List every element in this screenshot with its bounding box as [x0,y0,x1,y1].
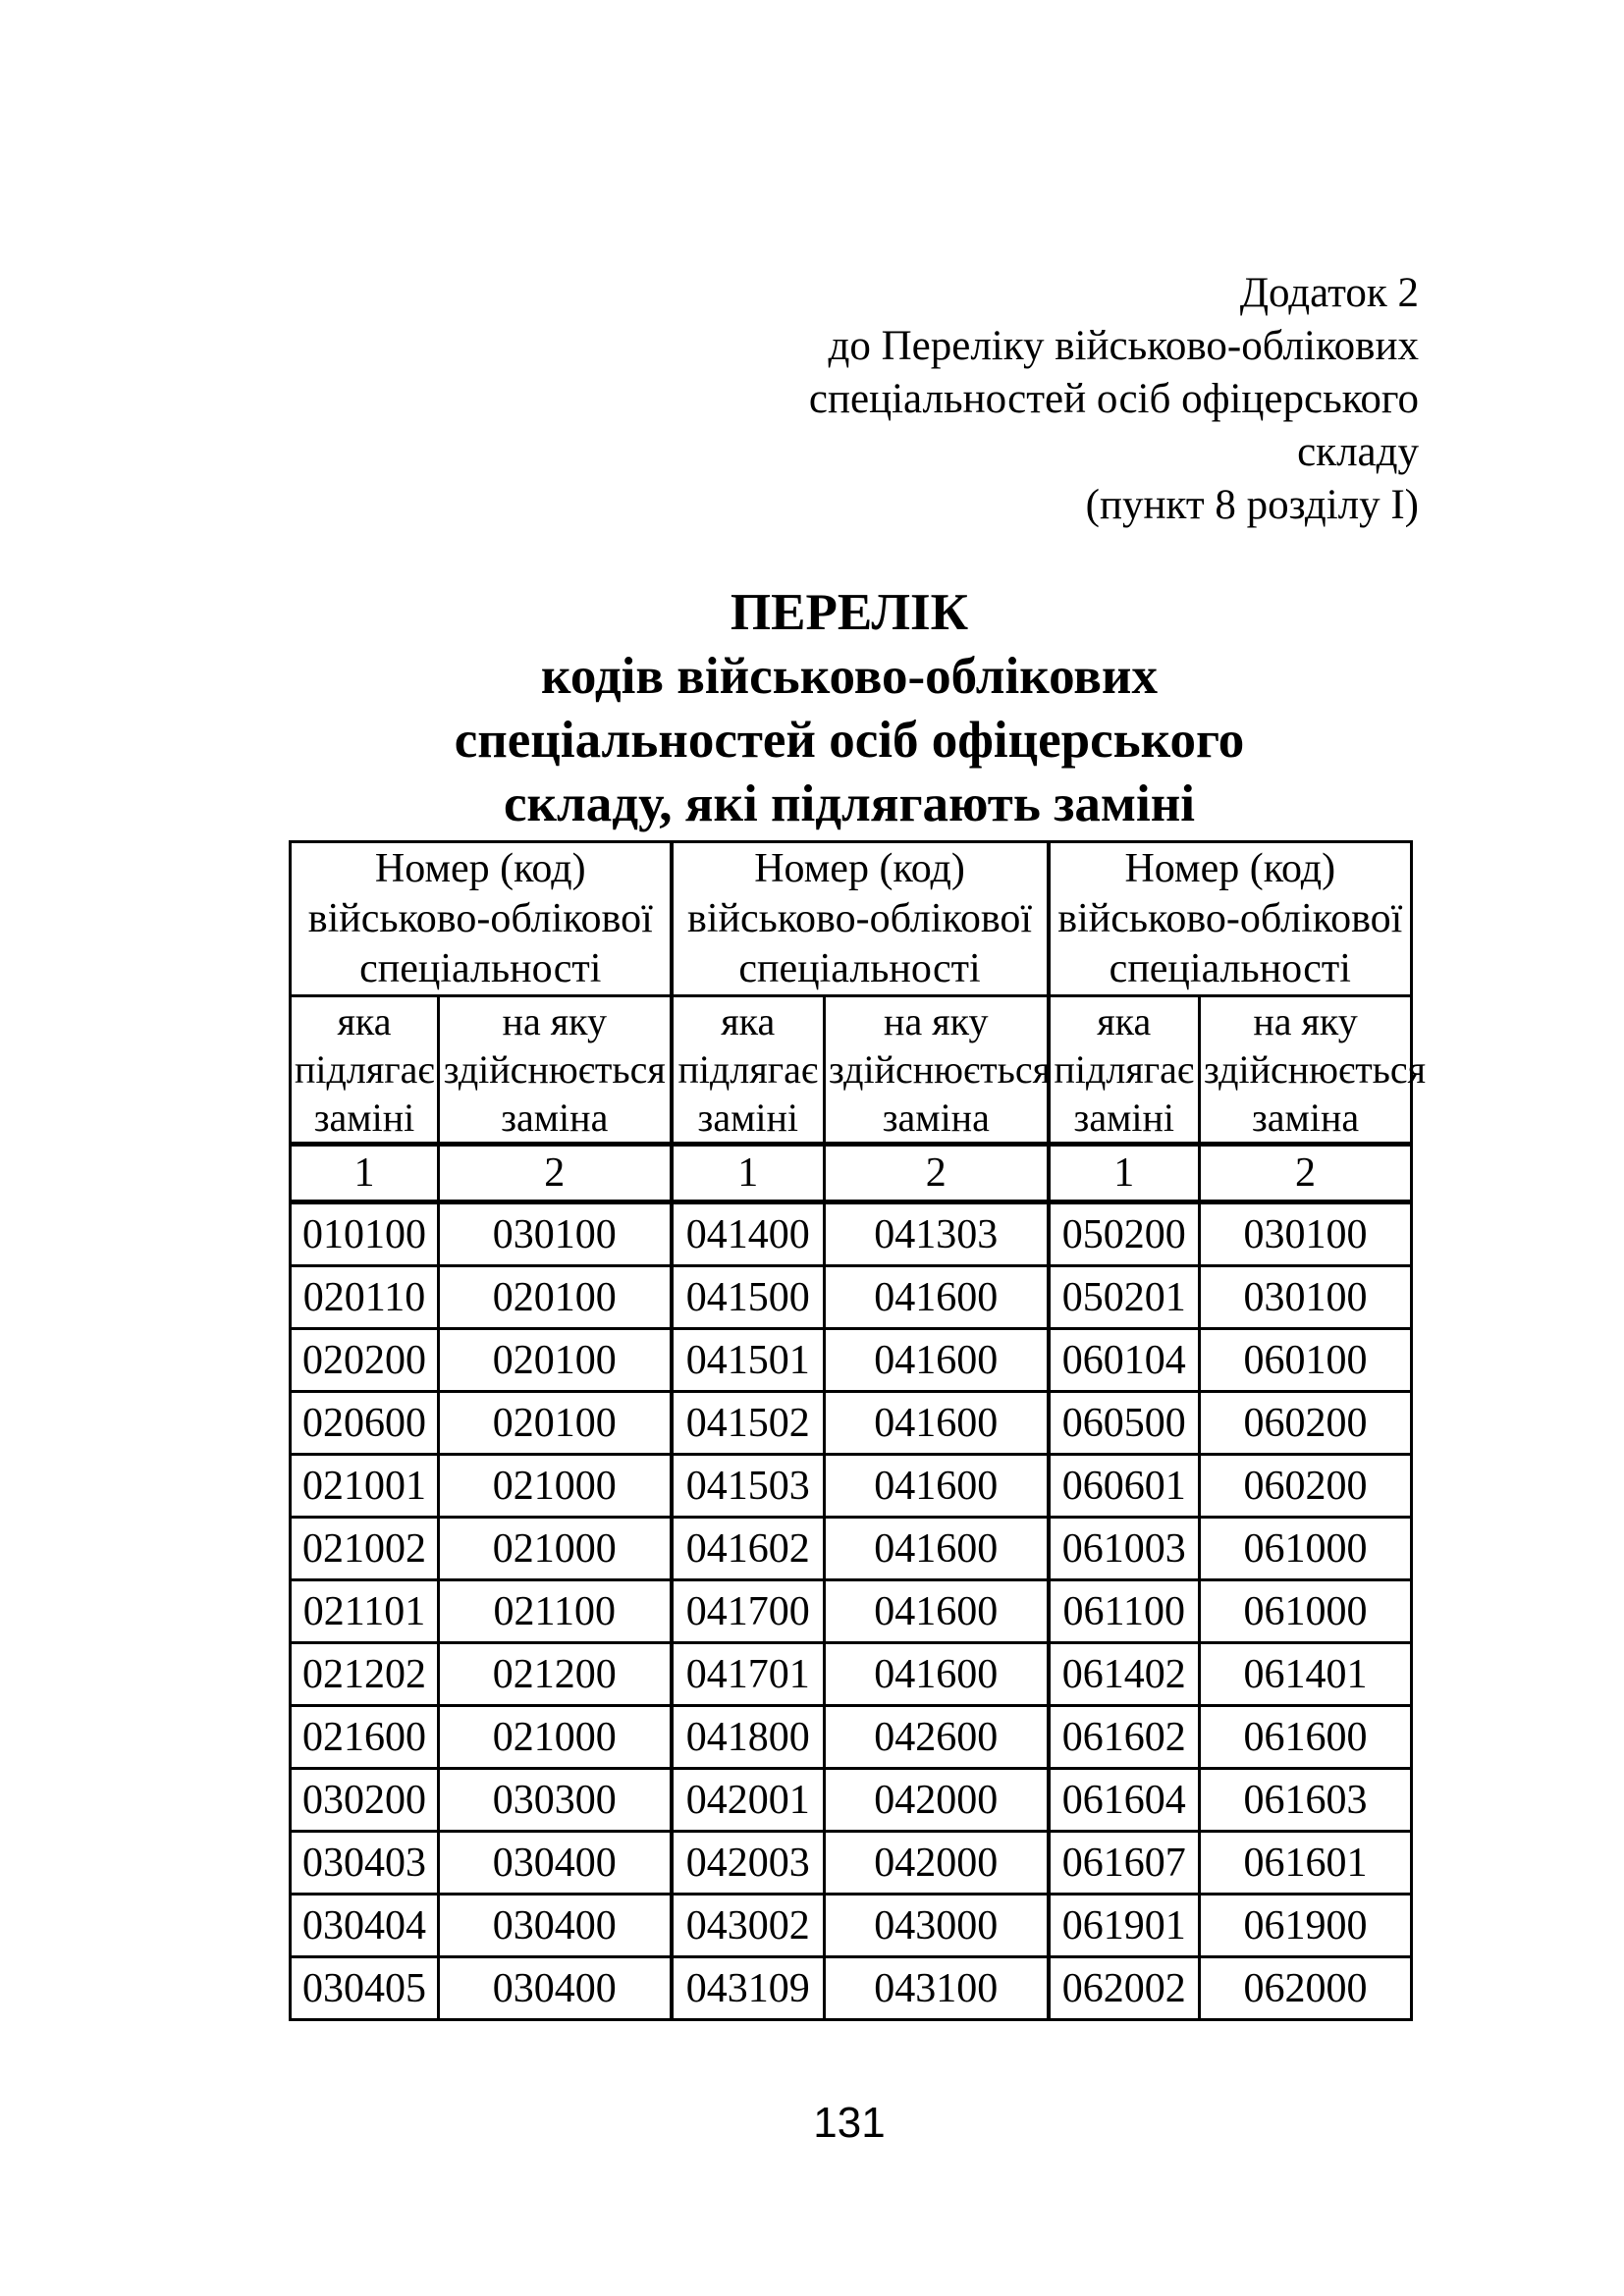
code-cell: 030100 [1200,1266,1412,1329]
subheader-cell: яка підлягає заміні [672,996,825,1145]
code-cell: 041501 [672,1329,825,1392]
code-cell: 021200 [439,1643,672,1706]
page-title-line: складу, які підлягають заміні [503,775,1196,832]
code-cell: 061401 [1200,1643,1412,1706]
column-number-cell: 1 [672,1145,825,1202]
code-cell: 020600 [291,1392,439,1455]
page-title-line: спеціальностей осіб офіцерського [454,712,1245,769]
code-cell: 061901 [1049,1895,1200,1957]
column-number-cell: 2 [439,1145,672,1202]
code-cell: 041600 [825,1455,1049,1518]
codes-table [289,840,1427,2021]
code-cell: 060601 [1049,1455,1200,1518]
code-cell: 061003 [1049,1518,1200,1580]
code-cell: 062000 [1200,1957,1412,2020]
code-cell: 021600 [291,1706,439,1769]
code-cell: 041600 [825,1518,1049,1580]
column-number-cell: 1 [291,1145,439,1202]
code-cell: 020100 [439,1329,672,1392]
code-cell: 050200 [1049,1202,1200,1266]
code-cell: 060100 [1200,1329,1412,1392]
code-cell: 020100 [439,1266,672,1329]
table-row [291,1643,1412,1706]
code-cell: 030400 [439,1957,672,2020]
table-row [291,1832,1412,1895]
table-row [291,1455,1412,1518]
column-number-cell: 1 [1049,1145,1200,1202]
column-number-cell: 2 [825,1145,1049,1202]
codes-table-body [291,842,1427,2020]
code-cell: 043100 [825,1957,1049,2020]
group-header-cell: Номер (код) військово-облікової спеціальності [1049,842,1412,996]
code-cell: 043002 [672,1895,825,1957]
table-group-header-row [291,842,1412,996]
code-cell: 062002 [1049,1957,1200,2020]
code-cell: 030200 [291,1769,439,1832]
table-column-number-row [291,1145,1412,1202]
subheader-cell: на яку здійснюється заміна [439,996,672,1145]
code-cell: 021000 [439,1455,672,1518]
code-cell: 021100 [439,1580,672,1643]
code-cell: 030100 [439,1202,672,1266]
table-subheader-row [291,996,1412,1145]
code-cell: 041600 [825,1392,1049,1455]
table-row [291,1769,1412,1832]
code-cell: 061607 [1049,1832,1200,1895]
code-cell: 061100 [1049,1580,1200,1643]
code-cell: 041600 [825,1329,1049,1392]
code-cell: 041503 [672,1455,825,1518]
code-cell: 060104 [1049,1329,1200,1392]
code-cell: 021202 [291,1643,439,1706]
code-cell: 043000 [825,1895,1049,1957]
code-cell: 060200 [1200,1455,1412,1518]
code-cell: 061000 [1200,1580,1412,1643]
appendix-reference-block [673,267,1419,532]
code-cell: 042000 [825,1832,1049,1895]
code-cell: 021002 [291,1518,439,1580]
code-cell: 041701 [672,1643,825,1706]
code-cell: 060200 [1200,1392,1412,1455]
code-cell: 061601 [1200,1832,1412,1895]
page-number: 131 [813,2099,886,2147]
page-title-line: ПЕРЕЛІК [730,584,969,641]
code-cell: 060500 [1049,1392,1200,1455]
table-row [291,1329,1412,1392]
table-row [291,1266,1412,1329]
appendix-line: складу [1297,429,1419,475]
code-cell: 020110 [291,1266,439,1329]
code-cell: 061603 [1200,1769,1412,1832]
code-cell: 061602 [1049,1706,1200,1769]
code-cell: 042001 [672,1769,825,1832]
code-cell: 021001 [291,1455,439,1518]
code-cell: 030405 [291,1957,439,2020]
table-row [291,1957,1412,2020]
code-cell: 021101 [291,1580,439,1643]
code-cell: 030400 [439,1895,672,1957]
table-row [291,1392,1412,1455]
code-cell: 042003 [672,1832,825,1895]
group-header-cell: Номер (код) військово-облікової спеціальності [672,842,1049,996]
code-cell: 061604 [1049,1769,1200,1832]
subheader-cell: яка підлягає заміні [1049,996,1200,1145]
table-row [291,1518,1412,1580]
code-cell: 021000 [439,1706,672,1769]
table-row [291,1706,1412,1769]
code-cell: 030300 [439,1769,672,1832]
code-cell: 050201 [1049,1266,1200,1329]
appendix-line: Додаток 2 [1239,270,1419,316]
code-cell: 042600 [825,1706,1049,1769]
code-cell: 061402 [1049,1643,1200,1706]
appendix-line: до Переліку військово-облікових [828,323,1419,369]
code-cell: 041500 [672,1266,825,1329]
column-number-cell: 2 [1200,1145,1412,1202]
table-row [291,1202,1412,1266]
code-cell: 030100 [1200,1202,1412,1266]
code-cell: 042000 [825,1769,1049,1832]
code-cell: 041600 [825,1580,1049,1643]
code-cell: 010100 [291,1202,439,1266]
subheader-cell: на яку здійснюється заміна [1200,996,1412,1145]
subheader-cell: на яку здійснюється заміна [825,996,1049,1145]
appendix-line: (пункт 8 розділу І) [1085,482,1419,528]
code-cell: 041700 [672,1580,825,1643]
subheader-cell: яка підлягає заміні [291,996,439,1145]
code-cell: 043109 [672,1957,825,2020]
code-cell: 041600 [825,1643,1049,1706]
code-cell: 061000 [1200,1518,1412,1580]
group-header-cell: Номер (код) військово-облікової спеціальності [291,842,672,996]
code-cell: 061600 [1200,1706,1412,1769]
code-cell: 041800 [672,1706,825,1769]
appendix-line: спеціальностей осіб офіцерського [808,376,1419,422]
code-cell: 041400 [672,1202,825,1266]
code-cell: 030403 [291,1832,439,1895]
page-title [285,581,1414,836]
code-cell: 020200 [291,1329,439,1392]
code-cell: 030404 [291,1895,439,1957]
page-title-line: кодів військово-облікових [541,648,1158,705]
code-cell: 041502 [672,1392,825,1455]
code-cell: 041600 [825,1266,1049,1329]
code-cell: 061900 [1200,1895,1412,1957]
code-cell: 041303 [825,1202,1049,1266]
code-cell: 021000 [439,1518,672,1580]
table-row [291,1895,1412,1957]
code-cell: 041602 [672,1518,825,1580]
table-row [291,1580,1412,1643]
code-cell: 030400 [439,1832,672,1895]
code-cell: 020100 [439,1392,672,1455]
